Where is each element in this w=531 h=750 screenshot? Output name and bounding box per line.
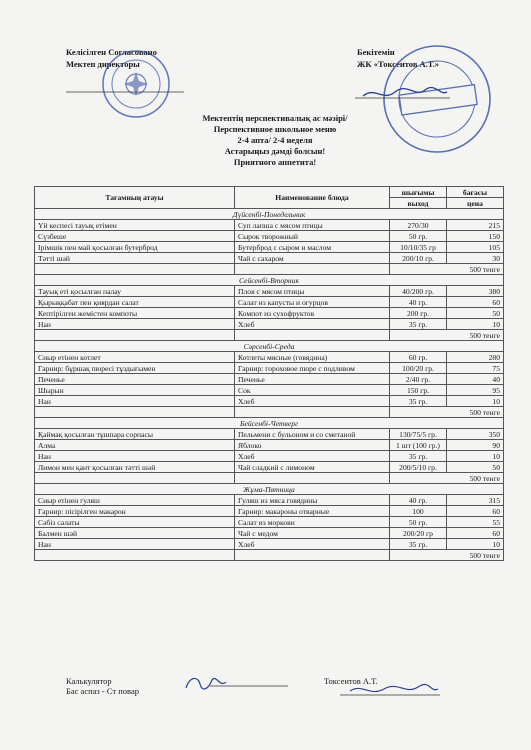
entrepreneur-signature: [355, 84, 455, 104]
dish-name-ru: Гарнир: гороховое пюре с подливом: [235, 363, 390, 374]
table-row: [35, 374, 504, 385]
day-row: [35, 418, 504, 429]
dish-name-ru: Чай с сахаром: [235, 253, 390, 264]
total-empty: [235, 473, 390, 484]
title-weeks: 2-4 апта/ 2-4 неделя: [237, 135, 313, 145]
dish-name-kz: Нан: [35, 539, 235, 550]
total-empty: [235, 330, 390, 341]
toxeitov-signature: [340, 681, 450, 701]
table-row: [35, 429, 504, 440]
header-yield-kz: шығымы: [390, 187, 447, 198]
dish-yield: 100: [390, 506, 447, 517]
table-row: [35, 440, 504, 451]
table-row: [35, 286, 504, 297]
dish-name-ru: Плов с мясом птицы: [235, 286, 390, 297]
day-row: [35, 341, 504, 352]
day-total: 500 тенге: [390, 264, 504, 275]
dish-name-ru: Гуляш из мяса говядины: [235, 495, 390, 506]
table-row: [35, 396, 504, 407]
dish-yield: 100/20 гр.: [390, 363, 447, 374]
total-row: [35, 550, 504, 561]
total-empty: [35, 473, 235, 484]
dish-name-ru: Котлеты мясные (говядина): [235, 352, 390, 363]
dish-yield: 60 гр.: [390, 352, 447, 363]
total-empty: [235, 264, 390, 275]
dish-price: 150: [447, 231, 504, 242]
dish-name-ru: Суп лапша с мясом птицы: [235, 220, 390, 231]
dish-name-ru: Пельмени с бульоном и со сметаной: [235, 429, 390, 440]
dish-name-kz: Лимон мен қант қосылған тәтті шәй: [35, 462, 235, 473]
table-row: [35, 528, 504, 539]
title-wish-ru: Приятного аппетита!: [233, 157, 317, 167]
day-total: 500 тенге: [390, 550, 504, 561]
total-row: [35, 407, 504, 418]
dish-name-kz: Ірімшік пен май қосылған бутерброд: [35, 242, 235, 253]
day-name: Сәрсенбі-Среда: [35, 341, 504, 352]
menu-body: [35, 209, 504, 561]
dish-name-kz: Қырыққабат пен қиярдан салат: [35, 297, 235, 308]
table-row: [35, 462, 504, 473]
dish-name-ru: Хлеб: [235, 396, 390, 407]
dish-yield: 50 гр.: [390, 517, 447, 528]
dish-yield: 200/20 гр: [390, 528, 447, 539]
dish-price: 10: [447, 319, 504, 330]
table-row: [35, 231, 504, 242]
dish-name-kz: Алма: [35, 440, 235, 451]
entrepreneur-label: ЖК «Токсеитов А.Т.»: [357, 59, 439, 69]
header-name-kz: Тағамның атауы: [35, 187, 235, 209]
table-row: [35, 363, 504, 374]
table-row: [35, 297, 504, 308]
dish-name-ru: Яблоко: [235, 440, 390, 451]
dish-name-kz: Тәтті шәй: [35, 253, 235, 264]
total-row: [35, 473, 504, 484]
dish-name-kz: Сиыр етінен гуляш: [35, 495, 235, 506]
dish-price: 40: [447, 374, 504, 385]
day-total: 500 тенге: [390, 473, 504, 484]
dish-yield: 35 гр.: [390, 451, 447, 462]
dish-price: 10: [447, 539, 504, 550]
dish-yield: 130/75/5 гр.: [390, 429, 447, 440]
dish-name-kz: Гарнир: бұршақ пюресі тұздығымен: [35, 363, 235, 374]
table-header-row: [35, 187, 504, 198]
table-row: [35, 253, 504, 264]
dish-yield: 1 шт (100 гр.): [390, 440, 447, 451]
dish-name-kz: Сүзбеше: [35, 231, 235, 242]
table-row: [35, 352, 504, 363]
dish-name-kz: Гарнир: пісірілген макарон: [35, 506, 235, 517]
dish-name-ru: Сырок творожный: [235, 231, 390, 242]
table-row: [35, 517, 504, 528]
calculator-label: Калькулятор: [66, 676, 112, 686]
dish-price: 10: [447, 451, 504, 462]
dish-price: 315: [447, 495, 504, 506]
dish-price: 280: [447, 352, 504, 363]
dish-name-ru: Печенье: [235, 374, 390, 385]
day-row: [35, 275, 504, 286]
dish-yield: 10/10/35 гр: [390, 242, 447, 253]
dish-price: 350: [447, 429, 504, 440]
day-name: Жұма-Пятница: [35, 484, 504, 495]
dish-price: 60: [447, 297, 504, 308]
dish-name-ru: Чай с медом: [235, 528, 390, 539]
dish-price: 55: [447, 517, 504, 528]
dish-name-ru: Сок: [235, 385, 390, 396]
total-empty: [35, 264, 235, 275]
dish-price: 50: [447, 308, 504, 319]
table-row: [35, 506, 504, 517]
dish-price: 50: [447, 462, 504, 473]
dish-price: 380: [447, 286, 504, 297]
header-price-kz: бағасы: [447, 187, 504, 198]
dish-yield: 200 гр.: [390, 308, 447, 319]
dish-name-kz: Шырын: [35, 385, 235, 396]
dish-name-kz: Нан: [35, 451, 235, 462]
dish-name-kz: Нан: [35, 319, 235, 330]
footer-right-name: Токсеитов А.Т.: [324, 676, 378, 686]
dish-yield: 35 гр.: [390, 319, 447, 330]
dish-name-kz: Тауық еті қосылған палау: [35, 286, 235, 297]
total-empty: [235, 407, 390, 418]
day-name: Бейсенбі-Четверг: [35, 418, 504, 429]
dish-price: 60: [447, 506, 504, 517]
dish-name-ru: Хлеб: [235, 451, 390, 462]
title-wish-kz: Астарыңыз дәмді болсын!: [224, 146, 326, 156]
dish-name-ru: Бутерброд с сыром и маслом: [235, 242, 390, 253]
title-kz: Мектептің перспективалық ас мәзірі/: [202, 113, 348, 123]
dish-name-kz: Печенье: [35, 374, 235, 385]
header-price: цена: [447, 198, 504, 209]
agreed-label: Келісілген Согласовано: [66, 47, 157, 57]
dish-price: 95: [447, 385, 504, 396]
dish-price: 60: [447, 528, 504, 539]
header-name-ru: Наименование блюда: [235, 187, 390, 209]
table-row: [35, 242, 504, 253]
approve-label: Бекітемін: [357, 47, 395, 57]
total-empty: [35, 407, 235, 418]
day-total: 500 тенге: [390, 330, 504, 341]
dish-yield: 40 гр.: [390, 495, 447, 506]
director-signature-line: [66, 82, 186, 94]
dish-price: 90: [447, 440, 504, 451]
dish-name-ru: Хлеб: [235, 539, 390, 550]
dish-price: 10: [447, 396, 504, 407]
table-row: [35, 308, 504, 319]
dish-price: 105: [447, 242, 504, 253]
dish-price: 30: [447, 253, 504, 264]
dish-name-kz: Қаймақ қосылған тұшпара сорпасы: [35, 429, 235, 440]
menu-title: [140, 113, 410, 168]
menu-table: [34, 186, 504, 561]
total-empty: [235, 550, 390, 561]
dish-name-kz: Нан: [35, 396, 235, 407]
dish-yield: 50 гр.: [390, 231, 447, 242]
day-row: [35, 209, 504, 220]
header-yield: выход: [390, 198, 447, 209]
dish-yield: 2/40 гр.: [390, 374, 447, 385]
dish-price: 215: [447, 220, 504, 231]
table-row: [35, 539, 504, 550]
table-row: [35, 451, 504, 462]
school-director-label: Мектеп директоры: [66, 59, 140, 69]
dish-yield: 270/30: [390, 220, 447, 231]
dish-yield: 200/5/10 гр.: [390, 462, 447, 473]
dish-name-kz: Балмен шәй: [35, 528, 235, 539]
dish-yield: 40 гр.: [390, 297, 447, 308]
table-row: [35, 385, 504, 396]
table-row: [35, 220, 504, 231]
dish-yield: 200/10 гр.: [390, 253, 447, 264]
dish-name-ru: Чай сладкий с лимоном: [235, 462, 390, 473]
dish-name-ru: Гарнир: макароны отварные: [235, 506, 390, 517]
dish-name-ru: Салат из капусты и огурцов: [235, 297, 390, 308]
dish-yield: 35 гр.: [390, 396, 447, 407]
title-ru: Перспективное школьное меню: [213, 124, 337, 134]
dish-name-ru: Компот из сухофруктов: [235, 308, 390, 319]
dish-yield: 35 гр.: [390, 539, 447, 550]
table-row: [35, 319, 504, 330]
day-name: Сейсенбі-Вторник: [35, 275, 504, 286]
total-row: [35, 264, 504, 275]
dish-name-kz: Сәбіз салаты: [35, 517, 235, 528]
dish-name-kz: Үй кеспесі тауық етімен: [35, 220, 235, 231]
day-total: 500 тенге: [390, 407, 504, 418]
dish-name-ru: Хлеб: [235, 319, 390, 330]
total-empty: [35, 550, 235, 561]
dish-yield: 40/200 гр.: [390, 286, 447, 297]
chef-signature: [180, 672, 290, 694]
table-row: [35, 495, 504, 506]
chef-label: Бас аспаз - Ст повар: [66, 686, 139, 696]
dish-price: 75: [447, 363, 504, 374]
dish-yield: 150 гр.: [390, 385, 447, 396]
day-row: [35, 484, 504, 495]
footer-left: [66, 676, 139, 696]
dish-name-kz: Кептірілген жемістен компоты: [35, 308, 235, 319]
dish-name-kz: Сиыр етінен котлет: [35, 352, 235, 363]
total-row: [35, 330, 504, 341]
day-name: Дүйсенбі-Понедельник: [35, 209, 504, 220]
dish-name-ru: Салат из моркови: [235, 517, 390, 528]
total-empty: [35, 330, 235, 341]
